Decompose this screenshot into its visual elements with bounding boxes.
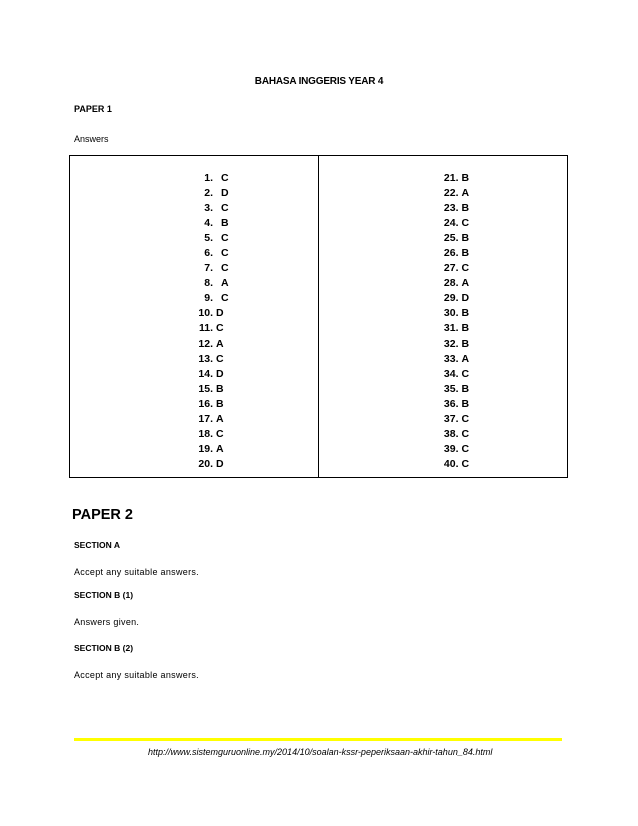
footer-divider [74, 738, 562, 741]
answer-item [439, 291, 470, 306]
question-number: 14. [198, 367, 213, 380]
answer-key-table [69, 155, 568, 478]
question-number: 27. [443, 262, 459, 275]
section-a-label: SECTION A [74, 540, 120, 550]
question-number: 5. [204, 232, 213, 245]
answer-letter: A [216, 442, 224, 455]
answer-letter: A [461, 352, 470, 365]
answer-letter: A [216, 337, 224, 350]
answer-letter: A [216, 412, 224, 425]
answer-item [439, 276, 470, 291]
answers-label: Answers [74, 134, 109, 144]
section-a-note: Accept any suitable answers. [74, 567, 199, 577]
answer-item [439, 186, 470, 201]
question-number: 33. [443, 352, 459, 365]
answer-item [439, 412, 470, 427]
answer-item [439, 231, 470, 246]
answer-item [191, 457, 229, 472]
question-number: 24. [443, 217, 459, 230]
answer-letter: B [216, 382, 224, 395]
answer-item [191, 216, 229, 231]
question-number: 30. [443, 307, 459, 320]
answer-item [191, 231, 229, 246]
answer-item [191, 367, 229, 382]
answer-list-left [191, 171, 229, 472]
answer-item [191, 276, 229, 291]
answer-item [439, 171, 470, 186]
answer-letter: B [461, 247, 470, 260]
answer-item [191, 186, 229, 201]
answer-letter: C [461, 367, 470, 380]
answer-item [191, 352, 229, 367]
answer-letter: A [221, 277, 229, 290]
answer-letter: B [461, 307, 470, 320]
answer-item [439, 457, 470, 472]
paper1-heading: PAPER 1 [74, 104, 112, 114]
answer-item [439, 216, 470, 231]
question-number: 32. [443, 337, 459, 350]
answer-item [191, 306, 229, 321]
question-number: 13. [198, 352, 213, 365]
answer-letter: B [461, 232, 470, 245]
answer-letter: C [221, 292, 229, 305]
question-number: 15. [198, 382, 213, 395]
answer-item [191, 246, 229, 261]
paper2-heading: PAPER 2 [72, 507, 133, 523]
question-number: 6. [204, 247, 213, 260]
answer-letter: A [461, 277, 470, 290]
question-number: 25. [443, 232, 459, 245]
answer-item [191, 382, 229, 397]
answer-item [191, 337, 229, 352]
answer-item [439, 397, 470, 412]
answer-item [191, 291, 229, 306]
answer-item [191, 171, 229, 186]
question-number: 7. [204, 262, 213, 275]
answer-item [439, 306, 470, 321]
answer-letter: D [461, 292, 470, 305]
section-b2-note: Accept any suitable answers. [74, 670, 199, 680]
answer-item [439, 352, 470, 367]
answer-item [191, 442, 229, 457]
answer-item [191, 201, 229, 216]
question-number: 17. [198, 412, 213, 425]
question-number: 37. [443, 412, 459, 425]
question-number: 3. [204, 202, 213, 215]
answer-letter: C [216, 427, 224, 440]
question-number: 26. [443, 247, 459, 260]
answer-letter: B [221, 217, 229, 230]
answer-letter: C [221, 202, 229, 215]
question-number: 1. [204, 172, 213, 184]
answer-letter: B [461, 322, 470, 335]
answer-item [191, 412, 229, 427]
question-number: 19. [198, 442, 213, 455]
answer-letter: C [216, 322, 224, 335]
answer-letter: C [221, 232, 229, 245]
question-number: 16. [198, 397, 213, 410]
answer-item [439, 382, 470, 397]
answer-item [439, 427, 470, 442]
answer-list-right [439, 171, 470, 472]
answer-letter: B [216, 397, 224, 410]
document-title: BAHASA INGGERIS YEAR 4 [254, 76, 384, 87]
answer-item [191, 321, 229, 336]
section-b1-note: Answers given. [74, 617, 140, 627]
question-number: 12. [198, 337, 213, 350]
answer-letter: C [221, 247, 229, 260]
answer-letter: D [221, 187, 229, 200]
answer-item [191, 261, 229, 276]
answer-letter: A [461, 187, 470, 200]
answer-letter: C [461, 262, 470, 275]
answer-item [439, 337, 470, 352]
answer-item [439, 201, 470, 216]
answer-letter: D [216, 457, 224, 470]
question-number: 36. [443, 397, 459, 410]
question-number: 4. [204, 217, 213, 230]
answer-letter: C [221, 262, 229, 275]
question-number: 40. [443, 457, 459, 470]
answer-letter: C [461, 217, 470, 230]
question-number: 2. [204, 187, 213, 200]
answer-item [439, 442, 470, 457]
question-number: 34. [443, 367, 459, 380]
question-number: 31. [443, 322, 459, 335]
answer-item [439, 367, 470, 382]
question-number: 21. [443, 172, 459, 184]
section-b1-label: SECTION B (1) [74, 590, 134, 600]
answer-letter: C [216, 352, 224, 365]
answer-letter: B [461, 172, 470, 184]
question-number: 18. [198, 427, 213, 440]
answer-letter: B [461, 397, 470, 410]
question-number: 9. [204, 292, 213, 305]
question-number: 35. [443, 382, 459, 395]
question-number: 11. [198, 322, 213, 335]
question-number: 22. [443, 187, 459, 200]
question-number: 20. [198, 457, 213, 470]
question-number: 28. [443, 277, 459, 290]
answer-item [439, 261, 470, 276]
question-number: 10. [198, 307, 213, 320]
answer-item [191, 427, 229, 442]
answer-column-right [319, 156, 568, 477]
answer-letter: C [461, 427, 470, 440]
answer-column-left [70, 156, 319, 477]
question-number: 8. [204, 277, 213, 290]
answer-letter: B [461, 382, 470, 395]
answer-letter: C [461, 442, 470, 455]
answer-item [439, 321, 470, 336]
answer-item [439, 246, 470, 261]
section-b2-label: SECTION B (2) [74, 643, 134, 653]
answer-item [191, 397, 229, 412]
answer-letter: D [216, 307, 224, 320]
footer-source-url: http://www.sistemguruonline.my/2014/10/soalan-kssr-peperiksaan-akhir-tahun_84.html [148, 747, 493, 757]
answer-letter: D [216, 367, 224, 380]
question-number: 23. [443, 202, 459, 215]
question-number: 29. [443, 292, 459, 305]
answer-letter: B [461, 337, 470, 350]
answer-letter: C [221, 172, 229, 184]
answer-letter: C [461, 412, 470, 425]
question-number: 39. [443, 442, 459, 455]
question-number: 38. [443, 427, 459, 440]
answer-letter: C [461, 457, 470, 470]
answer-letter: B [461, 202, 470, 215]
